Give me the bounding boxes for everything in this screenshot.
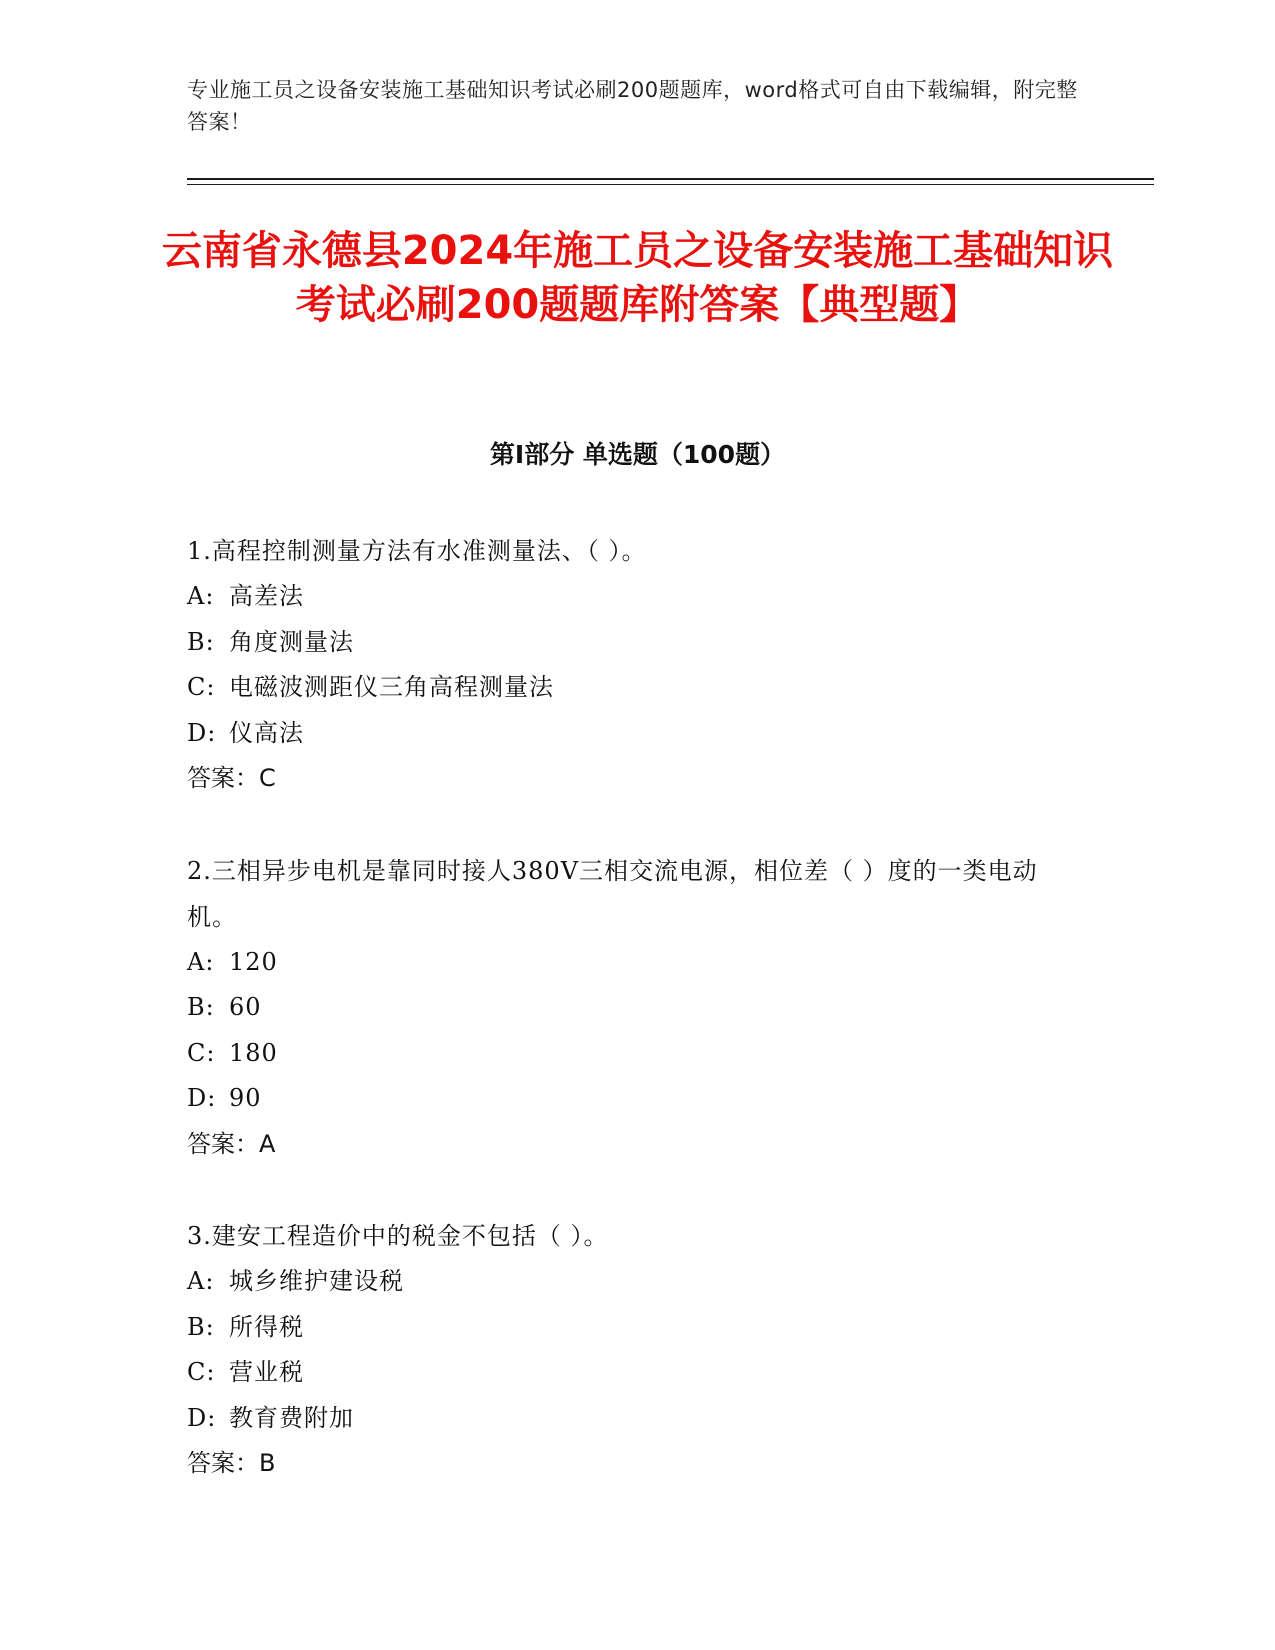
option-letter: B: <box>187 1312 215 1341</box>
option-letter: C: <box>187 1358 216 1386</box>
option-text: 城乡维护建设税 <box>229 1267 404 1295</box>
question-stem: 2.三相异步电机是靠同时接人380V三相交流电源，相位差（ ）度的一类电动机。 <box>187 856 1038 931</box>
option-letter: D: <box>187 1403 217 1432</box>
option-b <box>187 620 1067 666</box>
option-text: 营业税 <box>229 1358 304 1386</box>
option-text: 120 <box>229 947 278 976</box>
option-letter: D: <box>187 1084 217 1112</box>
option-text: 教育费附加 <box>229 1403 354 1432</box>
header-note: 专业施工员之设备安装施工基础知识考试必刷200题题库，word格式可自由下载编辑，附完整答案！ <box>187 78 1078 134</box>
option-d <box>187 1396 1067 1442</box>
option-letter: C: <box>187 1038 216 1067</box>
option-text: 电磁波测距仪三角高程测量法 <box>229 673 554 701</box>
option-letter: B: <box>187 993 215 1021</box>
option-letter: A: <box>187 582 215 610</box>
option-text: 所得税 <box>229 1312 304 1341</box>
option-letter: B: <box>187 627 215 656</box>
option-c <box>187 665 1067 711</box>
option-a <box>187 1259 1067 1305</box>
question-2 <box>187 848 1067 1168</box>
answer-line: 答案：A <box>187 1129 276 1158</box>
option-c <box>187 1350 1067 1396</box>
option-text: 180 <box>229 1038 278 1067</box>
answer-line: 答案：B <box>187 1449 276 1477</box>
option-c <box>187 1031 1067 1077</box>
option-letter: A: <box>187 947 215 976</box>
option-letter: A: <box>187 1267 215 1295</box>
option-a <box>187 574 1067 620</box>
question-3 <box>187 1213 1067 1487</box>
option-b <box>187 985 1067 1031</box>
document-title: 云南省永德县2024年施工员之设备安装施工基础知识考试必刷200题题库附答案【典型题】 <box>161 228 1114 328</box>
option-text: 90 <box>229 1084 262 1112</box>
option-d <box>187 711 1067 757</box>
question-list <box>187 528 1067 1533</box>
option-text: 60 <box>229 993 262 1021</box>
question-stem: 1.高程控制测量方法有水准测量法、（ ）。 <box>187 537 647 565</box>
option-letter: D: <box>187 718 217 747</box>
header-divider-thin <box>187 184 1154 185</box>
header-divider <box>187 178 1154 180</box>
option-a <box>187 940 1067 986</box>
question-stem: 3.建安工程造价中的税金不包括（ ）。 <box>187 1222 609 1250</box>
option-d <box>187 1076 1067 1122</box>
option-b <box>187 1305 1067 1351</box>
option-text: 仪高法 <box>229 718 304 747</box>
question-1 <box>187 528 1067 802</box>
answer-line: 答案：C <box>187 764 276 792</box>
option-text: 高差法 <box>229 582 304 610</box>
section-heading: 第Ⅰ部分 单选题（100题） <box>489 440 786 469</box>
option-text: 角度测量法 <box>229 627 354 656</box>
option-letter: C: <box>187 673 216 701</box>
